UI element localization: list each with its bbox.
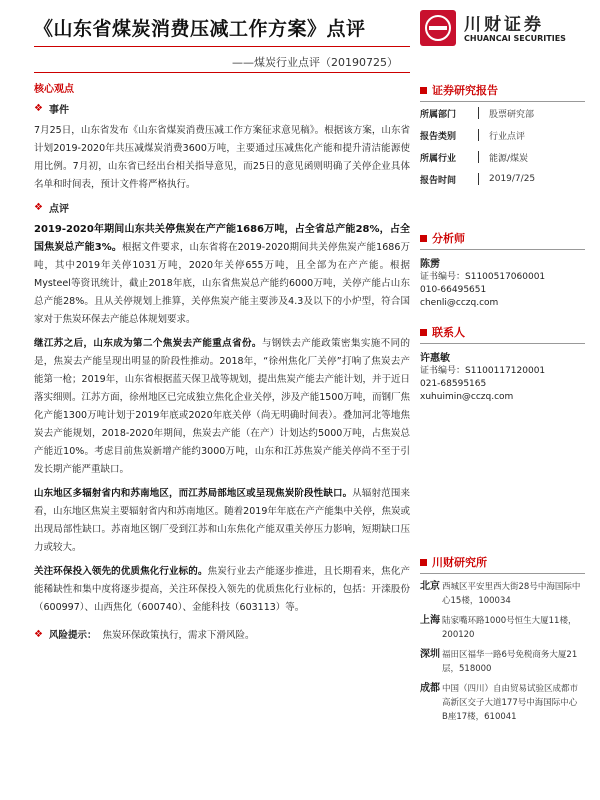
- info-row-date: [420, 168, 585, 190]
- analyst-email[interactable]: chenli@cczq.com: [420, 298, 499, 308]
- chuancai-logo-icon: [420, 10, 456, 46]
- event-heading: [34, 101, 410, 116]
- subtitle-divider: [34, 72, 410, 73]
- office-address: 西城区平安里西大街28号中海国际中心15楼，100034: [442, 582, 581, 606]
- contact-cert: 证书编号：S1100117120001: [420, 366, 546, 376]
- square-bullet-icon: [420, 559, 427, 566]
- paragraph-4: [34, 563, 410, 617]
- info-value: 股票研究部: [489, 109, 535, 120]
- square-bullet-icon: [420, 329, 427, 336]
- contact-name: 许惠敏: [420, 353, 450, 364]
- risk-text: 焦炭环保政策执行，需求下滑风险。: [102, 630, 255, 641]
- report-title: 《山东省煤炭消费压减工作方案》点评: [34, 18, 366, 40]
- separator: [478, 129, 479, 141]
- paragraph-3-body: 从辐射范围来看，山东地区焦炭主要辐射省内和苏南地区。随着2019年年底在产产能集中关停，焦炭或出现局部性缺口。苏南地区钢厂受到江苏和山东焦化产能双重关停压力影响，短期缺口压力或较大。: [34, 488, 410, 553]
- square-bullet-icon: [420, 87, 427, 94]
- analyst-heading: [420, 230, 585, 250]
- paragraph-2: [34, 335, 410, 479]
- info-key: 报告类别: [420, 131, 457, 142]
- paragraph-4-lead: 关注环保投入领先的优质焦化行业标的。: [34, 566, 208, 577]
- office-address: 中国（四川）自由贸易试验区成都市高新区交子大道177号中海国际中心B座17楼，610041: [442, 684, 579, 722]
- info-row-department: [420, 102, 585, 124]
- office-city: 成都: [420, 683, 440, 694]
- office-beijing: [420, 580, 585, 608]
- analyst-cert: 证书编号：S1100517060001: [420, 272, 546, 282]
- diamond-bullet-icon: ❖: [34, 103, 43, 114]
- info-key: 所属行业: [420, 153, 457, 164]
- comment-label: 点评: [48, 204, 69, 215]
- analyst-card: [420, 258, 585, 310]
- contact-phone: 021-68595165: [420, 379, 487, 389]
- contact-email[interactable]: xuhuimin@cczq.com: [420, 392, 514, 402]
- paragraph-4-body: 焦炭行业去产能逐步推进，且长期看来，焦化产能稀缺性和集中度将逐步提高，关注环保投入领先的优质焦化行业标的，包括：开滦股份（600997）、山西焦化（600740）、金能科技（603113）等。: [34, 566, 410, 613]
- office-chengdu: [420, 682, 585, 724]
- company-logo: [420, 10, 570, 52]
- office-shenzhen: [420, 648, 585, 676]
- paragraph-3: [34, 485, 410, 557]
- info-row-industry: [420, 146, 585, 168]
- risk-warning: [34, 627, 410, 641]
- office-shanghai: [420, 614, 585, 642]
- analyst-label: 分析师: [432, 232, 465, 245]
- paragraph-3-lead: 山东地区多辐射省内和苏南地区，而江苏局部地区或呈现焦炭阶段性缺口。: [34, 488, 353, 499]
- paragraph-2-body: 与钢铁去产能政策密集实施不同的是，焦炭去产能呈现出明显的阶段性推动。2018年，“徐州焦化厂关停”打响了焦炭去产能第一枪；2019年，山东省根据蓝天保卫战等规划，提出焦炭产能去产能计划，并于近日落实细则。江苏方面，徐州地区已完成独立焦化企业关停，涉及产能1500万吨，而钢厂焦化产能1300万吨计划于2019年底或2020年底关停（尚无明确时间表）。叠加河北等地焦炭去产能规划，2018-2020年期间，焦炭去产能（在产）计划达约5000万吨，占焦炭总产能近10%。考虑目前焦炭新增产能约3000万吨，山东和江苏焦炭产能关停尚不至于引发长期产能严重缺口。: [34, 338, 410, 475]
- sidebar: [420, 82, 585, 724]
- info-key: 报告时间: [420, 175, 457, 186]
- paragraph-2-lead: 继江苏之后，山东成为第二个焦炭去产能重点省份。: [34, 338, 262, 349]
- event-label: 事件: [48, 105, 69, 116]
- paragraph-1-body: 根据文件要求，山东省将在2019-2020期间共关停焦炭产能1686万吨，其中2019年关停1031万吨，2020年关停655万吨，且全部为在产产能。根据Mysteel等资讯统计，截止2018年底，山东省焦炭总产能约6000万吨，关停产能占山东总产能28%。且从关停规划上推算，关停焦炭产能主要涉及4.3及以下的小炉型，符合国家对于焦炭环保去产能总体规划要求。: [34, 242, 410, 325]
- info-key: 所属部门: [420, 109, 457, 120]
- risk-label: 风险提示：: [48, 630, 97, 641]
- diamond-bullet-icon: ❖: [34, 628, 43, 640]
- report-info-heading: [420, 82, 585, 102]
- square-bullet-icon: [420, 235, 427, 242]
- analyst-name: 陈雳: [420, 259, 440, 270]
- comment-heading: [34, 200, 410, 215]
- info-value: 能源/煤炭: [489, 153, 529, 164]
- paragraph-1-lead: 2019-2020年期间山东共关停焦炭在产产能1686万吨，占全省总产能28%，占全国焦炭总产能3%。: [34, 224, 410, 253]
- info-value: 行业点评: [489, 131, 526, 142]
- event-paragraph: 7月25日，山东省发布《山东省煤炭消费压减工作方案征求意见稿》。根据该方案，山东省计划2019-2020年共压减煤炭消费3600万吨，主要通过压减焦化产能和提升清洁能源使用比例。7月初，山东省已经出台相关指导意见，而25日的意见函则明确了关停企业具体名单和时间表，预计文件将严格执行。: [34, 125, 410, 190]
- office-city: 北京: [420, 581, 440, 592]
- analyst-phone: 010-66495651: [420, 285, 487, 295]
- main-content: [34, 80, 410, 641]
- logo-en-text: CHUANCAI SECURITIES: [464, 34, 566, 43]
- institute-label: 川财研究所: [432, 556, 487, 569]
- header-divider: [34, 46, 410, 47]
- office-city: 上海: [420, 615, 440, 626]
- report-info-label: 证券研究报告: [432, 84, 498, 97]
- core-viewpoint-label: 核心观点: [34, 84, 74, 95]
- office-address: 福田区福华一路6号免税商务大厦21层，518000: [442, 650, 578, 674]
- info-value: 2019/7/25: [489, 174, 536, 184]
- contact-heading: [420, 324, 585, 344]
- report-subtitle: ——煤炭行业点评（20190725）: [232, 56, 398, 69]
- paragraph-1: [34, 221, 410, 329]
- separator: [478, 107, 479, 119]
- diamond-bullet-icon: ❖: [34, 202, 43, 213]
- institute-heading: [420, 554, 585, 574]
- info-row-category: [420, 124, 585, 146]
- contact-card: [420, 352, 585, 404]
- office-city: 深圳: [420, 649, 440, 660]
- separator: [478, 173, 479, 185]
- separator: [478, 151, 479, 163]
- contact-label: 联系人: [432, 326, 465, 339]
- logo-cn-text: 川财证券: [464, 15, 544, 35]
- office-address: 陆家嘴环路1000号恒生大厦11楼，200120: [442, 616, 577, 640]
